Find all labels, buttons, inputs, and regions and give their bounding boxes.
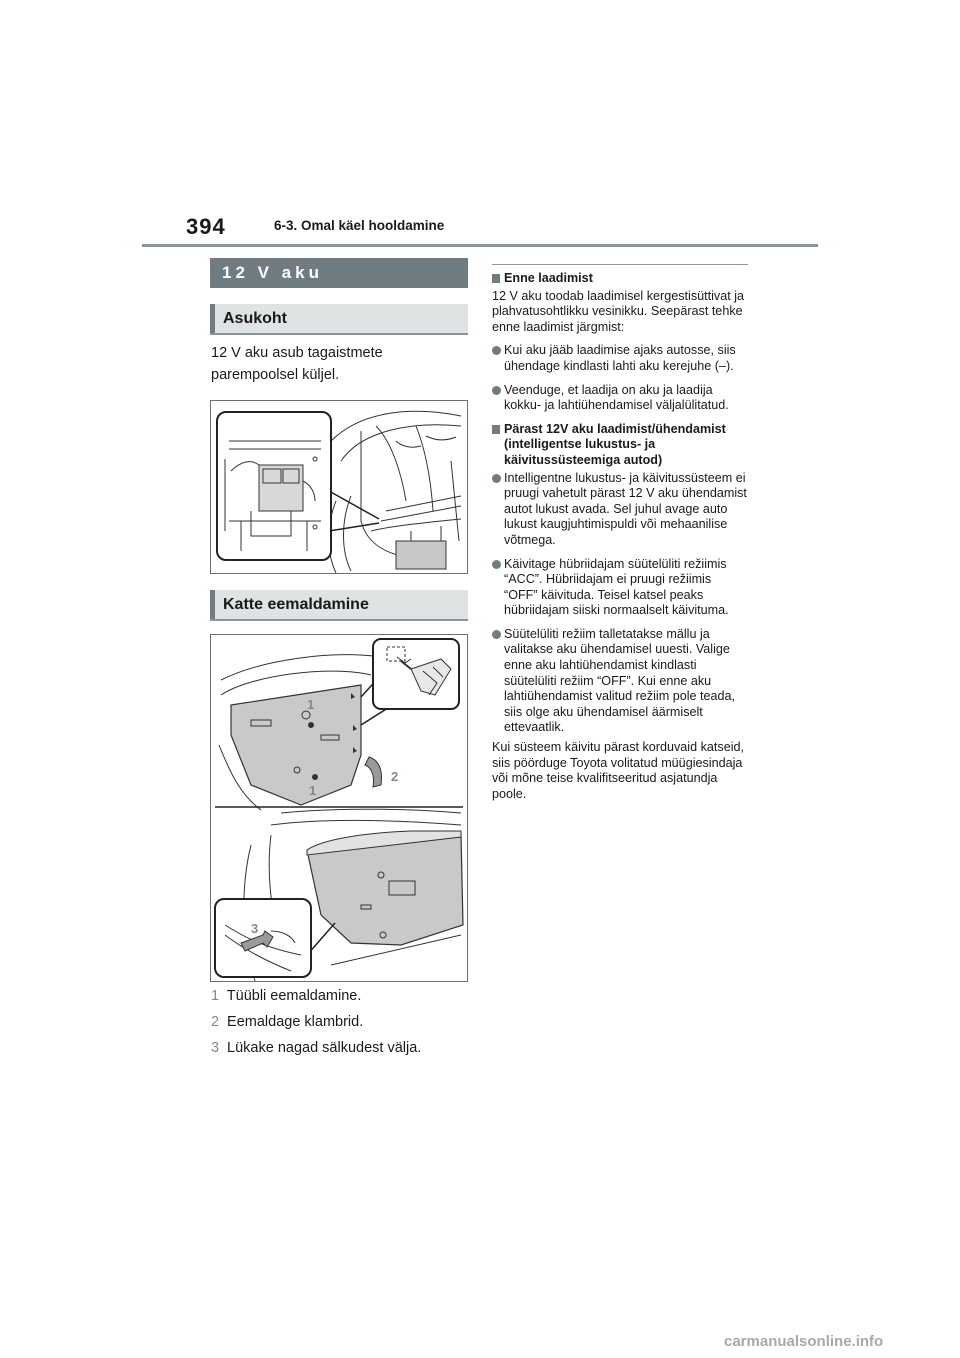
bullet-text: Kui aku jääb laadimise ajaks autosse, siis ühendage kindlasti lahti aku kerejuhe (–).: [504, 343, 736, 373]
round-bullet-icon: [492, 346, 501, 355]
round-bullet-icon: [492, 386, 501, 395]
bullet-text: Intelligentne lukustus- ja käivitussüsteem ei pruugi vahetult pärast 12 V aku ühendamist autot lukust avada. Sel juhul avage auto lukust kaugjuhtimispuldi või mehaanilise võtmega.: [504, 470, 747, 547]
battery-location-illustration: [211, 401, 467, 573]
round-bullet-icon: [492, 560, 501, 569]
step-item: [211, 1014, 363, 1030]
right-column: [492, 264, 748, 810]
bullet-item: [492, 471, 748, 549]
round-bullet-icon: [492, 630, 501, 639]
step-text: Eemaldage klambrid.: [227, 1014, 364, 1030]
figure-label-2: 2: [391, 769, 399, 784]
subheading-cover-label: Katte eemaldamine: [223, 596, 369, 613]
battery-location-figure: [210, 400, 468, 574]
closing-text: Kui süsteem käivitu pärast korduvaid katseid, siis pöörduge Toyota volitatud müügiesindaja või mõne teise kvalifitseeritud asjatundja poole.: [492, 740, 744, 801]
bullet-text: Süütelüliti režiim talletatakse mällu ja valitakse aku ühendamisel uuesti. Valige enne aku lahtiühendamist kindlasti süütelüliti režiim “OFF”. Kui enne aku lahtiühendamist valitud režiim pole teada, siis olge aku ühendamisel äärmiselt ettevaatlik.: [504, 626, 736, 735]
square-bullet-icon: [492, 425, 500, 434]
bullet-item: [492, 343, 748, 374]
page-number: 394: [186, 214, 226, 239]
step-text: Tüübli eemaldamine.: [226, 988, 362, 1004]
step-text: Lükake nagad sälkudest välja.: [227, 1040, 422, 1056]
subheading-bar: [210, 590, 215, 619]
location-text: 12 V aku asub tagaistmete parempoolsel küljel.: [211, 345, 383, 383]
before-intro: 12 V aku toodab laadimisel kergestisüttivat ja plahvatusohtlikku vesinikku. Seepärast tehke enne laadimist järgmist:: [492, 288, 745, 334]
heading-text: Pärast 12V aku laadimist/ühendamist (intelligentse lukustus- ja käivitussüsteemiga autod): [504, 421, 726, 467]
bullet-text: Veenduge, et laadija on aku ja laadija kokku- ja lahtiühendamisel väljalülitatud.: [504, 382, 729, 413]
step-item: [211, 988, 361, 1004]
bullet-item: [492, 383, 748, 414]
step-number: 1: [211, 988, 220, 1004]
subheading-cover-removal: [210, 590, 468, 621]
subheading-bar: [210, 304, 215, 333]
cover-removal-illustration: [211, 635, 467, 981]
bullet-item: [492, 627, 748, 736]
header-rule: [142, 244, 818, 247]
cover-removal-figure: [210, 634, 468, 982]
step-item: [211, 1040, 421, 1056]
subheading-location: [210, 304, 468, 335]
figure-label-1-bottom: 1: [309, 783, 317, 798]
section-banner: 12 V aku: [210, 258, 468, 288]
step-number: 3: [211, 1040, 220, 1056]
figure-label-1-top: 1: [307, 697, 315, 712]
square-bullet-icon: [492, 274, 500, 283]
bullet-item: [492, 557, 748, 619]
watermark[interactable]: carmanualsonline.info: [724, 1333, 884, 1350]
section-title: 6-3. Omal käel hooldamine: [274, 218, 445, 233]
round-bullet-icon: [492, 474, 501, 483]
heading-after-charging: [492, 422, 748, 469]
heading-before-charging: [492, 271, 748, 287]
subheading-location-label: Asukoht: [223, 310, 287, 327]
column-rule: [492, 264, 748, 265]
heading-text: Enne laadimist: [504, 271, 593, 285]
step-number: 2: [211, 1014, 220, 1030]
bullet-text: Käivitage hübriidajam süütelüliti režiimis “ACC”. Hübriidajam ei pruugi režiimis “OFF” käivituda. Teisel katsel peaks hübriidajam siiski normaalselt käivituma.: [504, 556, 729, 618]
figure-label-3: 3: [251, 921, 259, 936]
